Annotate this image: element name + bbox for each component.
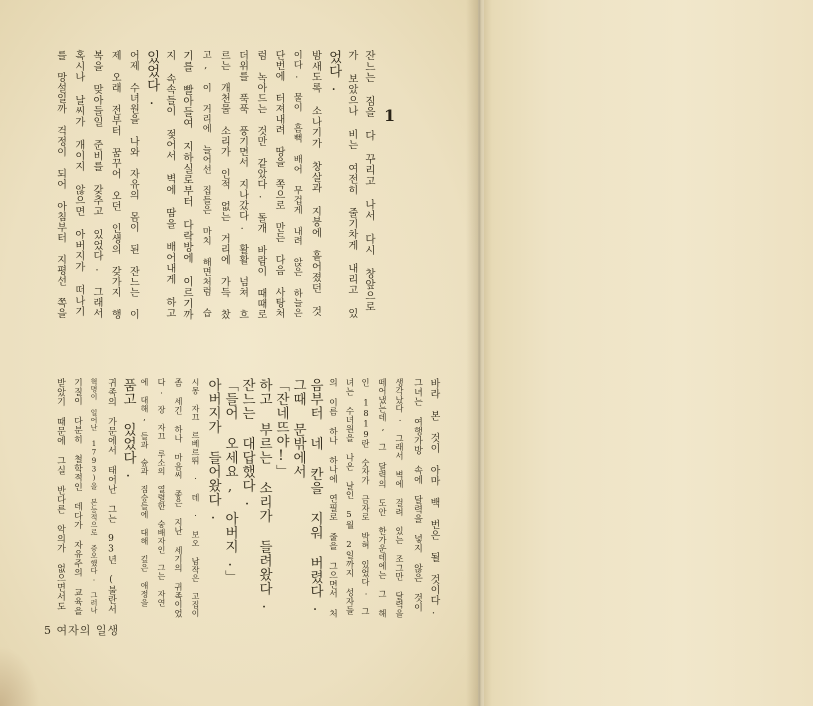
text-column: 귀족의 가문에서 태어난 그는 93년 (불란서 (106, 378, 116, 614)
text-column: 어제 수녀원을 나와 자유의 몸이 된 잔느는 이 (127, 50, 139, 320)
chapter-number: 1 (384, 106, 396, 125)
right-page-blank (484, 0, 813, 706)
text-column: 다. 장 자끄 루소의 열렬한 숭배자인 그는 자연 (157, 378, 166, 607)
text-column: 바라 본 것이 아마 백 번은 될 것이다. (428, 378, 439, 617)
text-column: 잔느는 대답했다. (239, 378, 255, 509)
text-column: 단번에 터져내려 땅을 쪽으로 만든 다음 사탕처 (273, 50, 284, 319)
text-column: 에 대해, 들과 숲과 짐승들에 대해 깊은 애정을 (140, 378, 149, 607)
text-column: 「들어 오세요, 아버지.」 (222, 378, 238, 584)
text-column: 그때 문밖에서 (290, 378, 306, 479)
page-corner-stain (0, 646, 40, 706)
text-column: 생각났다. 그래서 벽에 걸려 있는 조그만 달력을 (395, 378, 405, 618)
text-column: 시몽 자끄 르베르뛰 · 데 · 보오 남작은 고집이 (191, 378, 200, 618)
text-column: 음부터 네 칸을 지워 버렸다. (307, 378, 323, 615)
text-column: 녀는 수녀원을 나온 날인 5월 2일까지 성자들 (344, 378, 354, 615)
text-column: 었다. (325, 50, 342, 95)
text-column: 를 망설일까 걱정이 되어 아침부터 지평선 쪽을 (54, 50, 66, 319)
text-column: 밤새도록 소나기가 창살과 지붕에 흩어졌던 것 (309, 50, 322, 317)
text-column: 있었다. (143, 50, 160, 109)
text-column: 가 보았으나 비는 여전히 줄기차게 내리고 있 (345, 50, 358, 319)
text-column: 르는 개천물 소리가 인적 없는 거리에 가득 찼 (218, 50, 230, 320)
text-column: 「잔네뜨야!」 (273, 378, 289, 479)
text-column: 좀 세긴 하나 마음씨 좋은 지난 세기의 귀족이었 (174, 378, 184, 618)
text-column: 하고 부르는 소리가 들려왔다. (256, 378, 272, 612)
text-column: 혁명이 일어난 1793)을 본능적으로 증오했다. 그러나 (90, 378, 98, 614)
text-column: 그녀는 여행가방 속에 달력을 넣지 않은 것이 (412, 378, 422, 612)
text-column: 럼 녹아드는 것만 같았다. 돌개 바람이 때때로 (254, 50, 266, 320)
text-column: 기질이 다분히 철학적인 데다가 자유주의 교육을 (72, 378, 82, 616)
running-title: 여자의 일생 (56, 624, 120, 637)
page-footer (44, 622, 119, 638)
text-column: 복을 맞아들일 준비를 갖추고 있었다. 그래서 (91, 50, 103, 319)
text-column: 이다. 물이 흠뻑 배어 무겁게 내려 앉은 하늘은 (291, 50, 303, 318)
text-column: 인 1819란 숫자가 금자로 박혀 있었다. 그 (361, 378, 371, 616)
text-column: 아버지가 들어왔다. (205, 378, 221, 523)
text-column: 의 이름 하나 하나에 연필로 줄을 그으면서 처 (327, 378, 337, 618)
text-column: 제 오래 전부터 꿈꾸어 오던 인생의 갖가지 행 (109, 50, 121, 320)
text-column: 더위를 푹푹 풍기면서 지나갔다. 활활 넘쳐 흐 (236, 50, 248, 320)
page-number: 5 (44, 624, 52, 637)
text-column: 잔느는 짐을 다 꾸리고 나서 다시 창앞으로 (364, 50, 376, 312)
text-column: 고, 이 거리에 늘어선 집들은 마치 해면처럼 습 (200, 50, 212, 318)
text-column: 혹시나 날씨가 개이지 않으면 아버지가 떠나기 (72, 50, 85, 317)
text-column: 떼어냈는데, 그 달력의 도안 한가운데에는 그 해 (378, 378, 388, 618)
text-column: 기를 빨아들여 지하실로부터 다락방에 이르기까 (182, 50, 194, 320)
text-column: 지 속속들이 젖어서 벽에 땀을 배어내게 하고 (163, 50, 176, 319)
text-column: 받았기 때문에 그실 반다른 악의가 없으면서도 (55, 378, 65, 611)
book-gutter (466, 0, 492, 706)
text-column: 품고 있었다. (120, 378, 136, 481)
